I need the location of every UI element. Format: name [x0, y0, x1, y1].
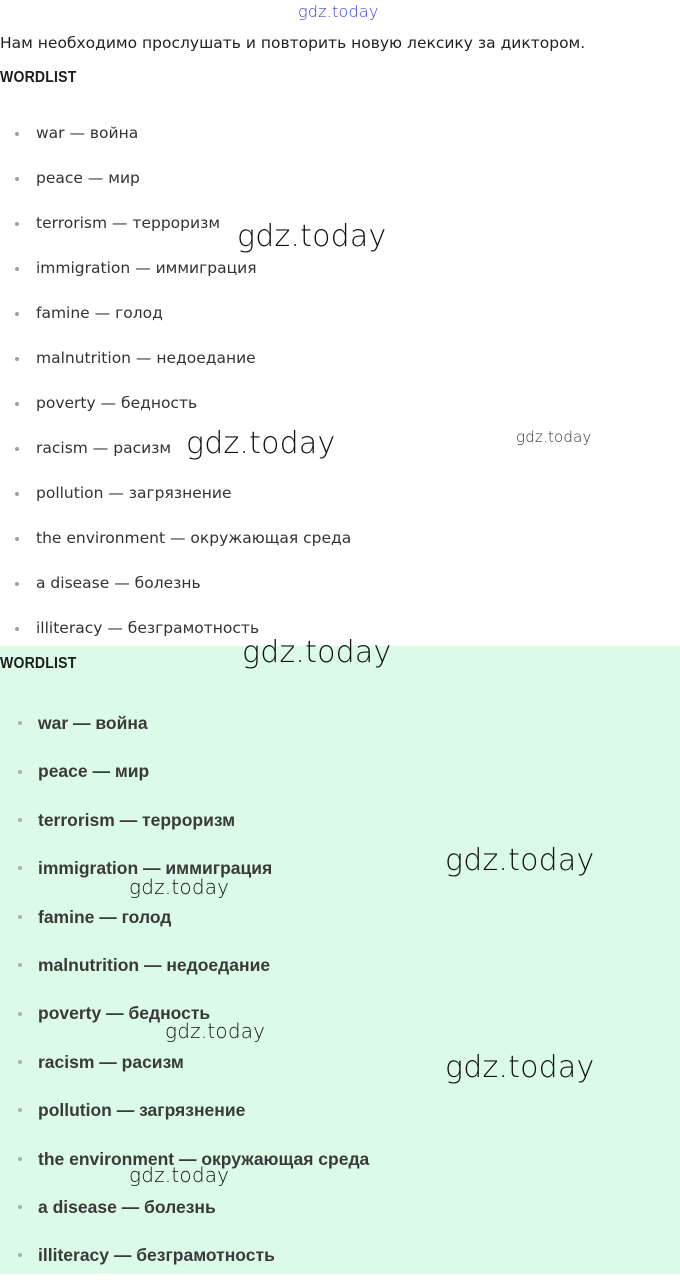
list-item-text: the environment — окружающая среда [38, 1148, 370, 1169]
word-list [0, 699, 369, 1280]
list-item-text: a disease — болезнь [38, 1196, 216, 1217]
list-item-text: famine — голод [36, 304, 163, 322]
list-item-text: poverty — бедность [36, 394, 198, 412]
bullet-icon [18, 866, 22, 870]
list-item [0, 1231, 369, 1279]
list-item-text: poverty — бедность [38, 1003, 211, 1024]
watermark: gdz.today [242, 635, 392, 670]
bullet-icon [15, 267, 19, 271]
list-item [0, 291, 351, 336]
list-item-text: terrorism — терроризм [38, 809, 236, 830]
list-item-text: war — война [38, 713, 148, 733]
bullet-icon [15, 627, 19, 631]
list-item [0, 336, 351, 381]
list-item-text: war — война [36, 124, 139, 142]
list-item [0, 471, 351, 516]
bullet-icon [15, 447, 19, 451]
bullet-icon [15, 312, 19, 316]
watermark: gdz.today [129, 1163, 230, 1187]
watermark: gdz.today [129, 875, 230, 899]
wordlist-section-highlighted [0, 646, 680, 1274]
bullet-icon [18, 1253, 22, 1257]
list-item [0, 516, 351, 561]
watermark: gdz.today [165, 1019, 266, 1043]
list-item-text: illiteracy — безграмотность [36, 619, 260, 637]
bullet-icon [18, 1108, 22, 1112]
list-item [0, 747, 369, 795]
section-heading: WORDLIST [0, 655, 77, 672]
list-item [0, 893, 369, 941]
list-item-text: a disease — болезнь [36, 574, 201, 592]
list-item-text: immigration — иммиграция [38, 858, 273, 879]
intro-text: Нам необходимо прослушать и повторить новую лексику за диктором. [0, 34, 586, 52]
list-item-text: malnutrition — недоедание [36, 349, 256, 367]
list-item-text: immigration — иммиграция [36, 259, 257, 277]
bullet-icon [15, 357, 19, 361]
list-item-text: racism — расизм [38, 1051, 184, 1072]
bullet-icon [18, 1205, 22, 1209]
list-item-text: pollution — загрязнение [36, 484, 232, 502]
list-item [0, 111, 351, 156]
bullet-icon [15, 177, 19, 181]
bullet-icon [18, 721, 22, 725]
list-item-text: famine — голод [38, 906, 172, 927]
word-list [0, 111, 351, 651]
bullet-icon [15, 537, 19, 541]
watermark-top: gdz.today [298, 2, 379, 21]
list-item [0, 381, 351, 426]
list-item [0, 561, 351, 606]
bullet-icon [15, 492, 19, 496]
list-item-text: pollution — загрязнение [38, 1100, 246, 1121]
list-item-text: malnutrition — недоедание [38, 954, 271, 975]
list-item [0, 941, 369, 989]
list-item [0, 699, 369, 747]
list-item-text: terrorism — терроризм [36, 214, 221, 232]
bullet-icon [15, 402, 19, 406]
list-item-text: illiteracy — безграмотность [38, 1245, 275, 1266]
bullet-icon [15, 582, 19, 586]
bullet-icon [15, 222, 19, 226]
section-heading: WORDLIST [0, 69, 77, 86]
list-item-text: peace — мир [36, 169, 140, 187]
list-item [0, 156, 351, 201]
bullet-icon [18, 770, 22, 774]
list-item-text: peace — мир [38, 761, 150, 782]
bullet-icon [18, 915, 22, 919]
list-item [0, 1183, 369, 1231]
list-item [0, 1038, 369, 1086]
watermark: gdz.today [186, 426, 336, 461]
watermark: gdz.today [445, 1050, 595, 1085]
list-item [0, 1086, 369, 1134]
bullet-icon [18, 1012, 22, 1016]
watermark: gdz.today [237, 219, 387, 254]
list-item [0, 796, 369, 844]
list-item-text: the environment — окружающая среда [36, 529, 352, 547]
bullet-icon [18, 1157, 22, 1161]
bullet-icon [18, 818, 22, 822]
bullet-icon [18, 1060, 22, 1064]
watermark: gdz.today [445, 843, 595, 878]
watermark: gdz.today [516, 428, 592, 446]
bullet-icon [15, 132, 19, 136]
bullet-icon [18, 963, 22, 967]
list-item-text: racism — расизм [36, 439, 172, 457]
